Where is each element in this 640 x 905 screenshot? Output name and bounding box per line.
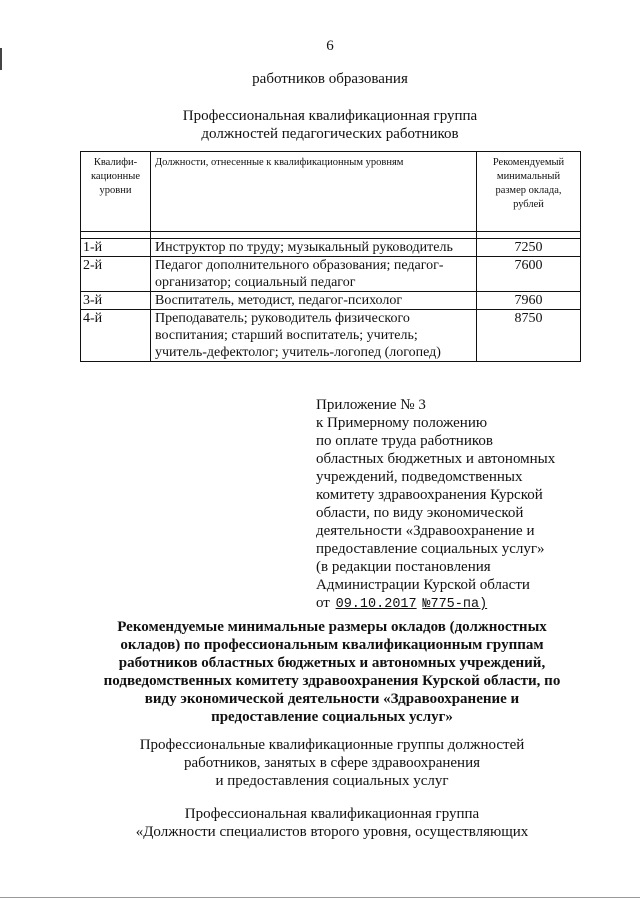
appendix-line: предоставление социальных услуг» [316,541,545,557]
main-title [0,618,640,726]
appendix-line: учреждений, подведомственных [316,469,523,485]
table-header-row [81,152,581,232]
appendix-line: деятельности «Здравоохранение и [316,523,535,539]
group2-title-line: Профессиональная квалификационная группа [184,806,480,822]
cell-salary: 7600 [477,257,581,292]
cell-level: 1-й [81,239,151,257]
salary-table [80,151,581,362]
cell-level: 4-й [81,310,151,362]
table-row [81,239,581,257]
appendix-line: областных бюджетных и автономных [316,451,556,467]
page-bottom-edge [0,897,640,898]
groups-subtitle-line: и предоставления социальных услуг [215,773,449,789]
cell-salary: 7250 [477,239,581,257]
cell-level: 2-й [81,257,151,292]
main-title-line: окладов) по профессиональным квалификационным группам [120,637,544,653]
group2-title-line: «Должности специалистов второго уровня, осуществляющих [135,824,529,840]
table-row [81,310,581,362]
appendix-date-line [316,594,616,614]
main-title-line: предоставление социальных услуг» [211,709,453,725]
appendix-line: к Примерному положению [316,415,488,431]
groups-subtitle-line: работников, занятых в сфере здравоохранения [183,755,480,771]
groups-subtitle [0,736,640,790]
appendix-line: области, по виду экономической [316,505,524,521]
group2-title [0,805,640,841]
cell-salary: 7960 [477,292,581,310]
appendix-line: Администрации Курской области [316,577,530,593]
header-positions: Должности, отнесенные к квалификационным уровням [151,152,477,232]
page-number: 6 [326,38,334,54]
document-date: 09.10.2017 [335,597,417,612]
cell-positions: Инструктор по труду; музыкальный руководитель [151,239,477,257]
appendix-block [316,396,616,614]
group-title-line: должностей педагогических работников [201,126,459,142]
cell-positions: Преподаватель; руководитель физического воспитания; старший воспитатель; учитель; учитель-дефектолог; учитель-логопед (логопед) [151,310,477,362]
appendix-line: (в редакции постановления [316,559,491,575]
header-salary: Рекомендуемый минимальный размер оклада, рублей [477,152,581,232]
table-row [81,257,581,292]
date-prefix: от [316,595,330,611]
cell-salary: 8750 [477,310,581,362]
table-row [81,292,581,310]
main-title-line: подведомственных комитету здравоохранения Курской области, по [103,673,561,689]
cell-level: 3-й [81,292,151,310]
main-title-line: работников областных бюджетных и автономных учреждений, [118,655,546,671]
document-number: №775-па) [422,597,488,612]
continuation-text: работников образования [252,71,408,87]
main-title-line: виду экономической деятельности «Здравоохранение и [144,691,520,707]
cell-positions: Воспитатель, методист, педагог-психолог [151,292,477,310]
main-title-line: Рекомендуемые минимальные размеры окладов (должностных [117,619,547,635]
appendix-line: комитету здравоохранения Курской [316,487,543,503]
header-level: Квалифи- кационные уровни [81,152,151,232]
groups-subtitle-line: Профессиональные квалификационные группы должностей [139,737,525,753]
appendix-line: по оплате труда работников [316,433,493,449]
group-title-line: Профессиональная квалификационная группа [182,108,478,124]
cell-positions: Педагог дополнительного образования; педагог- организатор; социальный педагог [151,257,477,292]
appendix-line: Приложение № 3 [316,397,426,413]
table-gap-row [81,232,581,239]
group-title [0,107,640,143]
